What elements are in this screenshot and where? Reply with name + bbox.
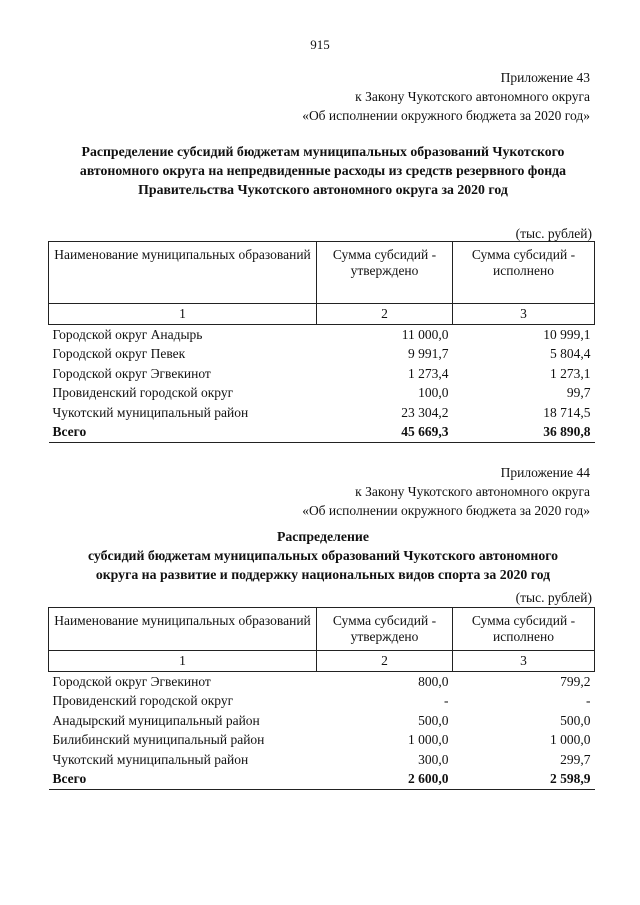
row-name: Городской округ Эгвекинот — [52, 365, 211, 381]
col-number: 3 — [453, 304, 595, 325]
appendix-law: к Закону Чукотского автономного округа — [355, 89, 590, 104]
row-approved: 100,0 — [418, 385, 449, 400]
subsidy-table-national-sports — [48, 607, 595, 790]
row-executed: 500,0 — [560, 712, 591, 728]
row-name: Городской округ Певек — [52, 346, 186, 361]
table-row — [49, 364, 595, 384]
appendix-label: Приложение 44 — [500, 465, 590, 480]
total-row — [49, 769, 595, 789]
row-approved: 1 273,4 — [408, 365, 449, 381]
total-label: Всего — [49, 422, 317, 442]
table-row — [49, 671, 595, 691]
row-executed: 799,2 — [560, 673, 591, 689]
section1-title — [52, 142, 594, 199]
units-label: (тыс. рублей) — [515, 226, 592, 241]
table-row — [49, 324, 595, 344]
row-executed: 5 804,4 — [550, 346, 591, 361]
total-executed: 2 598,9 — [453, 769, 595, 789]
appendix-law-title: «Об исполнении окружного бюджета за 2020 год» — [302, 503, 590, 518]
table-row — [49, 691, 595, 711]
row-executed: 10 999,1 — [543, 326, 591, 342]
units-label: (тыс. рублей) — [515, 590, 592, 605]
row-approved: 500,0 — [418, 712, 449, 728]
row-approved: 300,0 — [418, 751, 449, 767]
table-row — [49, 383, 595, 403]
col-number: 1 — [49, 304, 317, 325]
page-number: 915 — [310, 37, 330, 52]
total-approved: 45 669,3 — [317, 422, 453, 442]
total-executed: 36 890,8 — [453, 422, 595, 442]
row-approved: 1 000,0 — [408, 732, 449, 747]
row-executed: - — [586, 693, 591, 708]
row-approved: 23 304,2 — [401, 404, 449, 420]
row-approved: 11 000,0 — [401, 326, 449, 342]
row-approved: 800,0 — [418, 673, 449, 689]
total-row — [49, 422, 595, 442]
row-executed: 1 000,0 — [550, 732, 591, 747]
appendix-law-title: «Об исполнении окружного бюджета за 2020 год» — [302, 108, 590, 123]
header-name: Наименование муниципальных образований — [49, 608, 317, 651]
row-name: Анадырский муниципальный район — [52, 712, 260, 728]
row-name: Провиденский городской округ — [52, 385, 234, 400]
appendix-label: Приложение 43 — [500, 70, 590, 85]
col-number: 2 — [317, 651, 453, 672]
row-executed: 99,7 — [566, 385, 591, 400]
row-executed: 18 714,5 — [543, 404, 591, 420]
appendix-law: к Закону Чукотского автономного округа — [355, 484, 590, 499]
row-name: Билибинский муниципальный район — [52, 732, 265, 747]
row-approved: - — [444, 693, 449, 708]
col-number: 2 — [317, 304, 453, 325]
header-name: Наименование муниципальных образований — [49, 242, 317, 304]
table-row — [49, 403, 595, 423]
title-line: округа на развитие и поддержку национальных видов спорта за 2020 год — [95, 567, 551, 582]
title-line: автономного округа на непредвиденные расходы из средств резервного фонда — [79, 163, 567, 178]
row-name: Провиденский городской округ — [52, 693, 234, 708]
appendix-43-header — [302, 68, 590, 125]
title-line: Распределение субсидий бюджетам муниципальных образований Чукотского — [81, 144, 565, 159]
row-executed: 299,7 — [560, 751, 591, 767]
title-line: Правительства Чукотского автономного округа за 2020 год — [138, 182, 508, 197]
header-executed: Сумма субсидий - исполнено — [453, 242, 595, 304]
row-approved: 9 991,7 — [408, 346, 449, 361]
table-row — [49, 711, 595, 731]
header-approved: Сумма субсидий - утверждено — [317, 242, 453, 304]
header-approved: Сумма субсидий - утверждено — [317, 608, 453, 651]
row-name: Чукотский муниципальный район — [52, 404, 249, 420]
total-label: Всего — [49, 769, 317, 789]
total-approved: 2 600,0 — [317, 769, 453, 789]
subsidy-table-reserve-fund — [48, 241, 595, 443]
row-name: Чукотский муниципальный район — [52, 751, 249, 767]
table-row — [49, 750, 595, 770]
col-number: 3 — [453, 651, 595, 672]
table-row — [49, 344, 595, 364]
header-executed: Сумма субсидий - исполнено — [453, 608, 595, 651]
row-name: Городской округ Эгвекинот — [52, 673, 211, 689]
col-number: 1 — [49, 651, 317, 672]
row-name: Городской округ Анадырь — [52, 326, 203, 342]
appendix-44-header — [302, 463, 590, 520]
table-row — [49, 730, 595, 750]
section2-title — [52, 527, 594, 584]
title-line: Распределение — [276, 529, 369, 544]
row-executed: 1 273,1 — [550, 365, 591, 381]
title-line: субсидий бюджетам муниципальных образований Чукотского автономного — [87, 548, 559, 563]
